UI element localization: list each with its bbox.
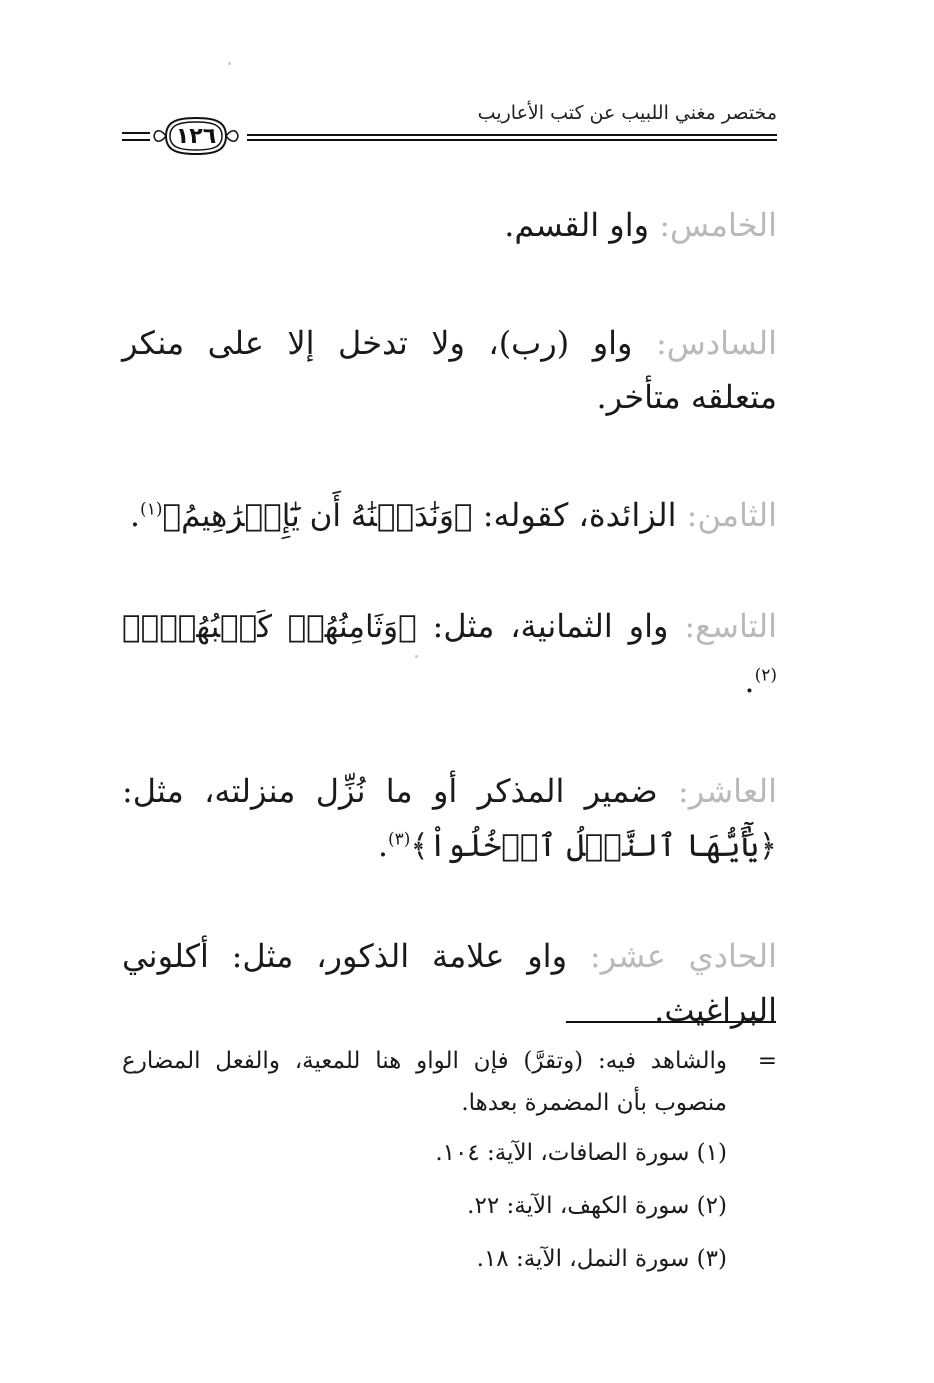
- running-header: [122, 96, 777, 166]
- footnote-3: (٣) سورة النمل، الآية: ١٨.: [476, 1246, 727, 1272]
- quran-verse: ﴿وَنَٰدَيۡنَٰهُ أَن يَٰٓإِبۡرَٰهِيمُ﴾: [162, 498, 473, 534]
- continuation-text: والشاهد فيه: (وتقرَّ) فإن الواو هنا للمعية، والفعل المضارع منصوب بأن المضمرة بعدها.: [122, 1048, 727, 1116]
- footnote-ref: (١): [140, 499, 163, 520]
- sentence-end: .: [129, 496, 141, 534]
- paragraph-text: واو القسم.: [504, 206, 660, 244]
- footnote-2: (٢) سورة الكهف، الآية: ٢٢.: [467, 1193, 727, 1219]
- paragraph-sixth: [122, 316, 777, 424]
- paragraph-label: الحادي عشر:: [589, 937, 778, 975]
- footnotes: [122, 1040, 777, 1291]
- paragraph-fifth: [122, 198, 777, 252]
- paragraph-label: الخامس:: [659, 206, 777, 244]
- main-text: [122, 198, 777, 1101]
- paragraph-ninth: [122, 599, 777, 708]
- sentence-end: .: [377, 826, 388, 864]
- footnote-ref: (٢): [754, 665, 777, 686]
- footnote-1: (١) سورة الصافات، الآية: ١٠٤.: [435, 1140, 727, 1166]
- book-title: مختصر مغني اللبيب عن كتب الأعاريب: [477, 102, 777, 124]
- quran-verse: ﴿يَٰٓأَيُّهَا ٱلنَّمۡلُ ٱدۡخُلُواْ﴾: [410, 828, 777, 864]
- paragraph-eighth: [122, 488, 777, 543]
- header-rule-left: [122, 132, 150, 141]
- paragraph-label: العاشر:: [677, 772, 777, 810]
- scan-speck: [415, 655, 418, 658]
- sentence-end: .: [744, 662, 755, 700]
- paragraph-label: السادس:: [655, 324, 777, 362]
- footnote-ref: (٣): [387, 829, 411, 850]
- header-rule: [247, 134, 777, 141]
- page-number: ١٢٦: [175, 123, 217, 149]
- paragraph-text: واو (رب)، ولا تدخل إلا على منكر متعلقه متأخر.: [122, 324, 777, 416]
- paragraph-text: واو علامة الذكور، مثل: أكلوني البراغيث.: [122, 937, 777, 1029]
- paragraph-label: الثامن:: [686, 496, 777, 534]
- footnote-separator: [566, 1021, 776, 1023]
- paragraph-text: الزائدة، كقوله:: [472, 496, 687, 534]
- paragraph-text: واو الثمانية، مثل:: [416, 607, 685, 645]
- continuation-marker: =: [757, 1048, 777, 1074]
- paragraph-label: التاسع:: [684, 607, 777, 645]
- paragraph-text: ضمير المذكر أو ما نُزِّل منزلته، مثل:: [122, 772, 678, 810]
- paragraph-tenth: [122, 764, 777, 873]
- footnote-continuation: [122, 1040, 777, 1124]
- quran-verse: ﴿وَثَامِنُهُمۡ كَلۡبُهُمۡۚ﴾: [122, 609, 417, 645]
- scan-speck: [228, 62, 231, 65]
